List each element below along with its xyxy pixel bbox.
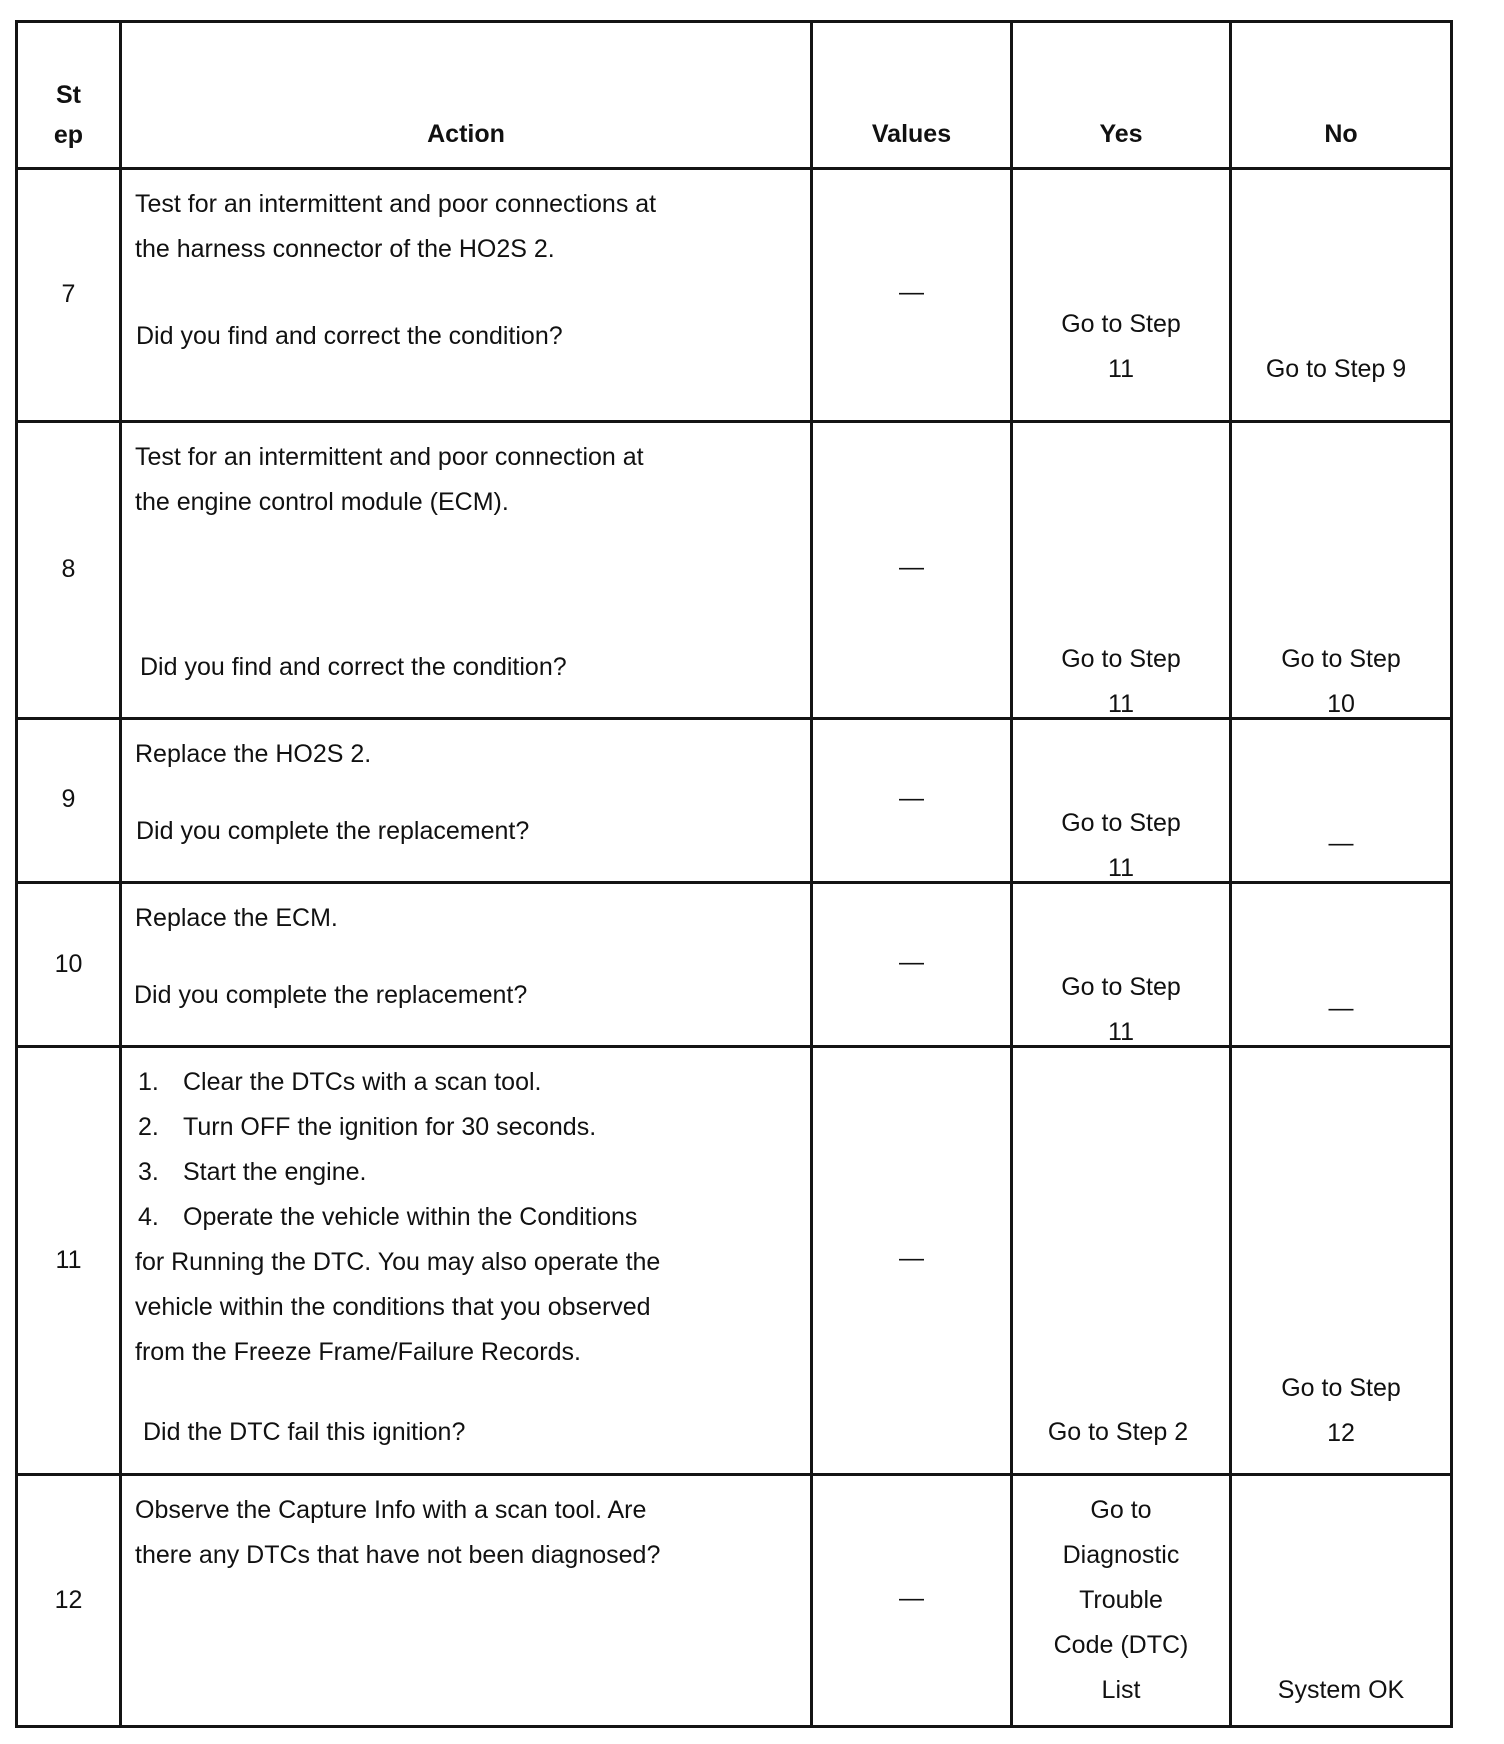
- yes-line: Go to: [1090, 1496, 1152, 1524]
- action-question: Did you complete the replacement?: [134, 981, 528, 1009]
- yes-line: Go to Step: [1061, 645, 1181, 673]
- no-outcome: Go to Step 9: [1265, 355, 1407, 383]
- yes-line: Go to Step: [1061, 809, 1181, 837]
- yes-line: 11: [1108, 854, 1134, 882]
- list-item: [138, 1105, 637, 1150]
- yes-outcome: [1013, 965, 1229, 1055]
- yes-line: 11: [1108, 355, 1134, 383]
- item-text: Operate the vehicle within the Conditions: [183, 1203, 638, 1231]
- action-text: Replace the ECM.: [135, 904, 338, 932]
- yes-line: 11: [1108, 1018, 1134, 1046]
- no-outcome: [1232, 637, 1450, 727]
- grid-line: [15, 167, 1453, 170]
- header-step-line1: St: [56, 81, 81, 109]
- list-item: [138, 1060, 637, 1105]
- action-line: Test for an intermittent and poor connections at: [135, 190, 657, 218]
- action-question: Did you complete the replacement?: [136, 817, 530, 845]
- item-number: 1.: [138, 1068, 159, 1096]
- step-number: 7: [61, 280, 76, 308]
- action-continuation: [135, 1240, 660, 1375]
- grid-line: [15, 1473, 1453, 1476]
- no-dash: —: [1328, 829, 1354, 857]
- step-number: 9: [61, 785, 76, 813]
- item-number: 4.: [138, 1203, 159, 1231]
- yes-line: 11: [1108, 690, 1134, 718]
- step-number: 8: [61, 555, 76, 583]
- item-text: Turn OFF the ignition for 30 seconds.: [183, 1113, 597, 1141]
- header-action: Action: [427, 120, 505, 148]
- action-text: [135, 1488, 660, 1578]
- grid-line: [119, 20, 122, 1728]
- yes-line: Code (DTC): [1053, 1631, 1189, 1659]
- no-line: Go to Step: [1281, 1374, 1401, 1402]
- action-text: [138, 1060, 637, 1240]
- yes-outcome: [1013, 637, 1229, 727]
- values-dash: —: [899, 948, 924, 976]
- item-text: Start the engine.: [183, 1158, 367, 1186]
- step-number: 10: [54, 950, 83, 978]
- header-yes: Yes: [1099, 120, 1143, 148]
- no-line: Go to Step: [1281, 645, 1401, 673]
- no-line: 12: [1327, 1419, 1355, 1447]
- item-number: 2.: [138, 1113, 159, 1141]
- action-question: Did you find and correct the condition?: [140, 653, 567, 681]
- values-dash: —: [899, 784, 924, 812]
- action-line: vehicle within the conditions that you observed: [135, 1293, 651, 1321]
- yes-line: Go to Step: [1061, 973, 1181, 1001]
- action-line: for Running the DTC. You may also operate the: [135, 1248, 661, 1276]
- list-item: [138, 1195, 637, 1240]
- action-line: Observe the Capture Info with a scan tool. Are: [135, 1496, 647, 1524]
- yes-line: Diagnostic: [1062, 1541, 1180, 1569]
- action-line: from the Freeze Frame/Failure Records.: [135, 1338, 581, 1366]
- values-dash: —: [899, 1244, 924, 1272]
- grid-line: [15, 881, 1453, 884]
- grid-line: [15, 1045, 1453, 1048]
- yes-line: Trouble: [1079, 1586, 1163, 1614]
- action-text: Replace the HO2S 2.: [135, 740, 372, 768]
- no-outcome: System OK: [1277, 1676, 1405, 1704]
- step-number: 12: [54, 1586, 83, 1614]
- action-line: the engine control module (ECM).: [135, 488, 509, 516]
- header-values: Values: [871, 120, 952, 148]
- no-outcome: [1232, 1366, 1450, 1456]
- no-line: 10: [1327, 690, 1355, 718]
- header-no: No: [1324, 120, 1358, 148]
- action-question: Did the DTC fail this ignition?: [143, 1418, 466, 1446]
- grid-line: [1229, 20, 1232, 1728]
- yes-line: List: [1101, 1676, 1141, 1704]
- yes-outcome: Go to Step 2: [1047, 1418, 1189, 1446]
- yes-outcome: [1013, 801, 1229, 891]
- yes-outcome: [1013, 302, 1229, 392]
- yes-outcome: [1013, 1488, 1229, 1713]
- action-text: [135, 182, 656, 272]
- no-dash: —: [1328, 994, 1354, 1022]
- grid-line: [1450, 20, 1453, 1728]
- header-step: [18, 75, 119, 155]
- step-number: 11: [55, 1246, 82, 1274]
- action-question: Did you find and correct the condition?: [136, 322, 563, 350]
- values-dash: —: [899, 1584, 924, 1612]
- header-step-line2: ep: [53, 121, 84, 149]
- action-text: [135, 435, 644, 525]
- grid-line: [15, 20, 1453, 23]
- grid-line: [15, 1725, 1453, 1728]
- grid-line: [15, 420, 1453, 423]
- item-number: 3.: [138, 1158, 159, 1186]
- values-dash: —: [899, 278, 924, 306]
- action-line: the harness connector of the HO2S 2.: [135, 235, 555, 263]
- yes-line: Go to Step: [1061, 310, 1181, 338]
- diagnostic-table: [15, 20, 1453, 1728]
- action-line: there any DTCs that have not been diagnosed?: [135, 1541, 661, 1569]
- action-line: Test for an intermittent and poor connection at: [135, 443, 644, 471]
- values-dash: —: [899, 553, 924, 581]
- item-text: Clear the DTCs with a scan tool.: [183, 1068, 542, 1096]
- list-item: [138, 1150, 637, 1195]
